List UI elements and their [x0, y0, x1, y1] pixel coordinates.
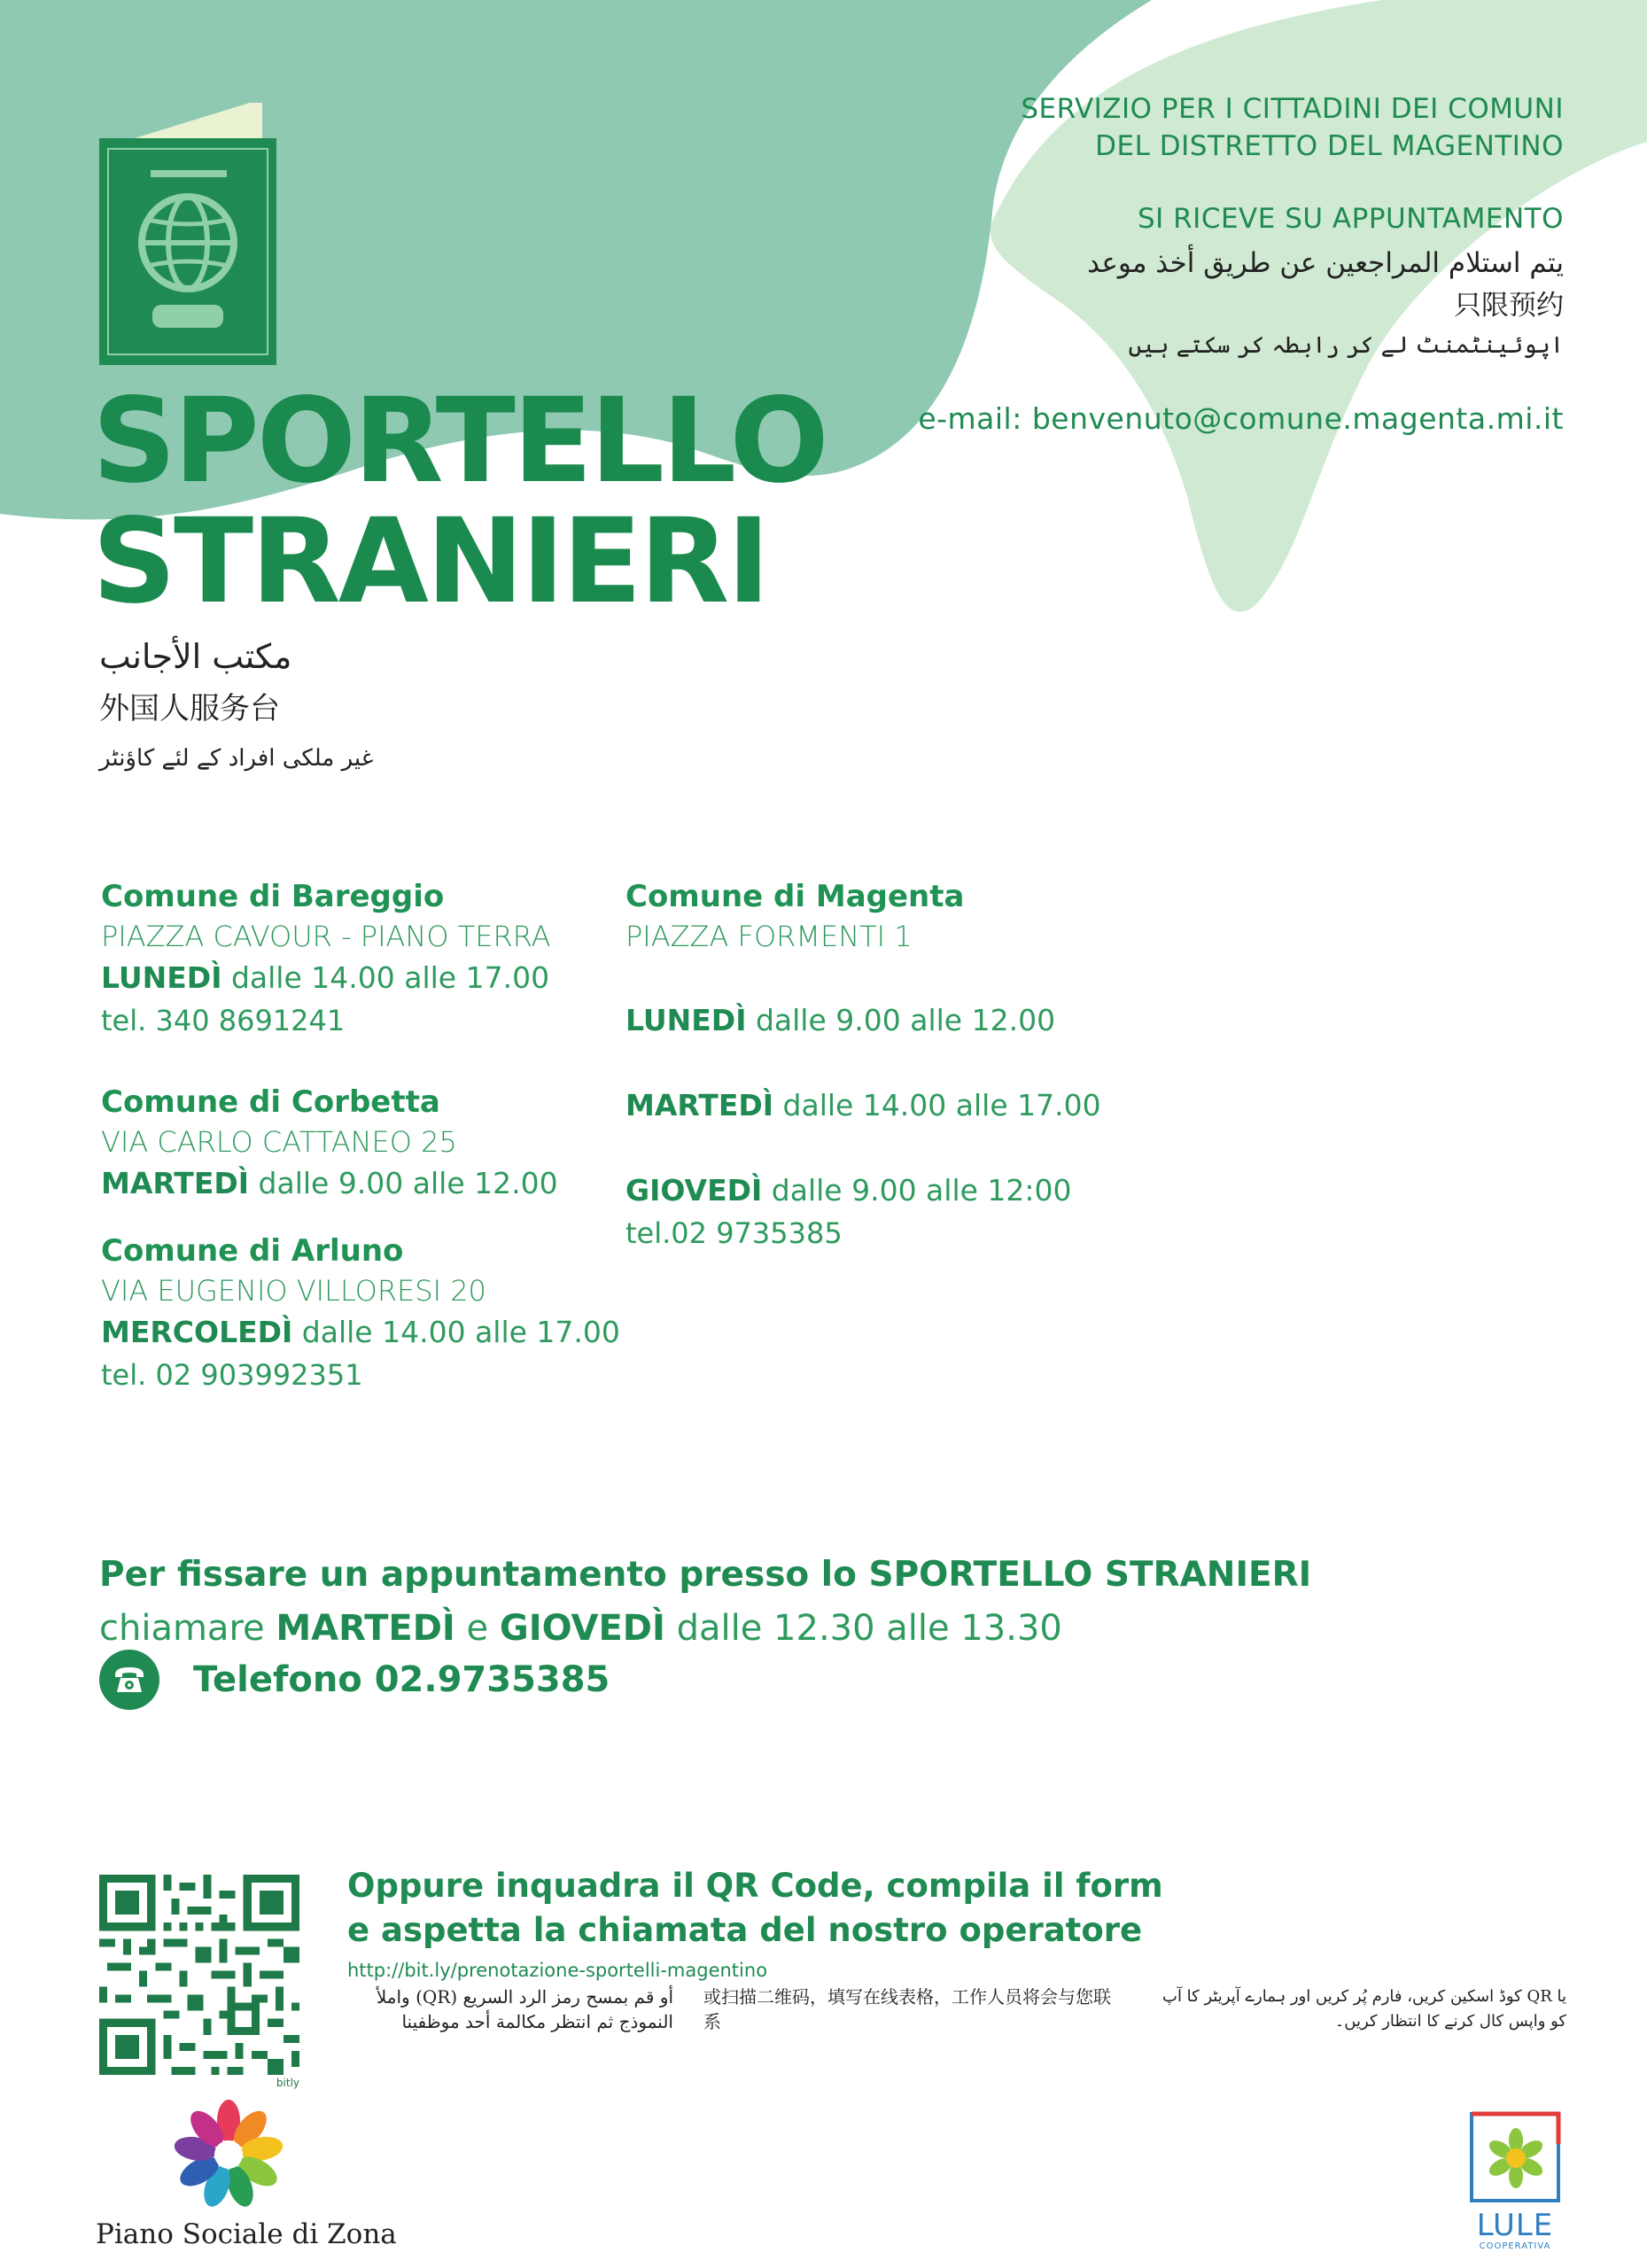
title-arabic: مكتب الأجانب: [99, 637, 292, 676]
office-time: dalle 9.00 alle 12.00: [746, 1003, 1056, 1037]
title-urdu: غیر ملکی افراد کے لئے کاؤنٹر: [99, 745, 374, 772]
office-hours: [101, 1162, 558, 1205]
office-day: LUNEDÌ: [625, 1003, 747, 1037]
office-day: LUNEDÌ: [101, 960, 222, 995]
office-time: dalle 14.00 alle 17.00: [773, 1088, 1101, 1122]
office-arluno: [101, 1231, 620, 1396]
lule-flower-icon: [1466, 2109, 1564, 2206]
appointment-hours: [99, 1602, 1311, 1655]
appointment-info: [99, 1549, 1311, 1655]
qr-url[interactable]: http://bit.ly/prenotazione-sportelli-magentino: [347, 1960, 768, 1981]
qr-urdu: یا QR کوڈ اسکین کریں، فارم پُر کریں اور ہمارے آپریٹر کا آپ کو واپس کال کرنے کا انتظار کریں۔: [1162, 1987, 1566, 2031]
office-corbetta: [101, 1083, 558, 1205]
office-address: VIA EUGENIO VILLORESI 20: [101, 1274, 486, 1308]
office-time: dalle 9.00 alle 12.00: [249, 1166, 558, 1200]
office-hours: [625, 1169, 1101, 1212]
appointment-arabic: يتم استلام المراجعين عن طريق أخذ موعد: [1087, 247, 1564, 279]
flower-icon: [96, 2100, 401, 2215]
title-line-1: SPORTELLO: [92, 373, 827, 509]
appointment-chinese: 只限预约: [1454, 290, 1564, 322]
title-line-2: STRANIERI: [92, 493, 768, 630]
qr-code[interactable]: [99, 1875, 299, 2089]
office-time: dalle 14.00 alle 17.00: [292, 1315, 620, 1349]
office-hours: [625, 1084, 1101, 1127]
appointment-heading: Per fissare un appuntamento presso lo SPORTELLO STRANIERI: [99, 1555, 1312, 1595]
office-day: MARTEDÌ: [625, 1088, 774, 1122]
service-info: [918, 90, 1564, 438]
qr-line-1: Oppure inquadra il QR Code, compila il form: [347, 1867, 1163, 1905]
page-title: [92, 373, 827, 630]
phone-number[interactable]: Telefono 02.9735385: [193, 1659, 610, 1700]
office-day: GIOVEDÌ: [625, 1173, 763, 1208]
passport-icon: [99, 103, 284, 365]
qr-instructions: [347, 1864, 1163, 1981]
phone-row[interactable]: [99, 1650, 610, 1710]
service-line-2: DEL DISTRETTO DEL MAGENTINO: [1095, 130, 1564, 162]
appointment-time: dalle 12.30 alle 13.30: [664, 1608, 1062, 1649]
piano-sociale-logo: [96, 2100, 401, 2257]
and-label: e: [454, 1608, 500, 1649]
office-name: Comune di Magenta: [625, 879, 965, 914]
piano-sociale-label: Piano Sociale di Zona: [96, 2218, 397, 2250]
appointment-urdu: اپوئینٹمنٹ لے کر رابطہ کر سکتے ہیں: [1128, 332, 1564, 359]
office-phone[interactable]: tel.02 9735385: [625, 1216, 843, 1250]
call-label: chiamare: [99, 1608, 276, 1649]
bitly-mark: bitly: [276, 2077, 299, 2089]
office-name: Comune di Bareggio: [101, 879, 445, 914]
lule-label: LULE: [1476, 2208, 1554, 2243]
qr-line-2: e aspetta la chiamata del nostro operatore: [347, 1911, 1143, 1949]
office-time: dalle 14.00 alle 17.00: [221, 960, 550, 995]
office-day: MERCOLEDÌ: [101, 1315, 293, 1349]
office-day: MARTEDÌ: [101, 1166, 250, 1200]
office-magenta: [625, 877, 1101, 1254]
office-phone[interactable]: tel. 340 8691241: [101, 1004, 346, 1037]
appointment-only: SI RICEVE SU APPUNTAMENTO: [1137, 203, 1564, 235]
lule-sub: COOPERATIVA: [1479, 2241, 1551, 2251]
lule-logo: [1466, 2109, 1564, 2250]
office-bareggio: [101, 877, 551, 1042]
qr-arabic: أو قم بمسح رمز الرد السريع (QR) واملأ النموذج ثم انتظر مكالمة أحد موظفينا: [376, 1986, 673, 2032]
office-address: PIAZZA CAVOUR - PIANO TERRA: [101, 920, 551, 953]
office-address: PIAZZA FORMENTI 1: [625, 920, 913, 953]
telephone-icon: [99, 1650, 159, 1710]
office-name: Comune di Arluno: [101, 1233, 404, 1269]
office-time: dalle 9.00 alle 12:00: [762, 1173, 1072, 1208]
appointment-day-2: GIOVEDÌ: [499, 1608, 665, 1649]
office-hours: [101, 1311, 620, 1354]
office-address: VIA CARLO CATTANEO 25: [101, 1125, 457, 1159]
office-name: Comune di Corbetta: [101, 1084, 440, 1120]
qr-chinese: 或扫描二维码，填写在线表格，工作人员将会与您联系: [703, 1986, 1111, 2032]
office-hours: [101, 957, 551, 999]
email-link[interactable]: e-mail: benvenuto@comune.magenta.mi.it: [918, 401, 1564, 436]
title-chinese: 外国人服务台: [99, 691, 280, 726]
office-hours: [625, 999, 1101, 1042]
appointment-day-1: MARTEDÌ: [276, 1608, 455, 1649]
service-line-1: SERVIZIO PER I CITTADINI DEI COMUNI: [1021, 93, 1564, 125]
office-phone[interactable]: tel. 02 903992351: [101, 1358, 363, 1392]
